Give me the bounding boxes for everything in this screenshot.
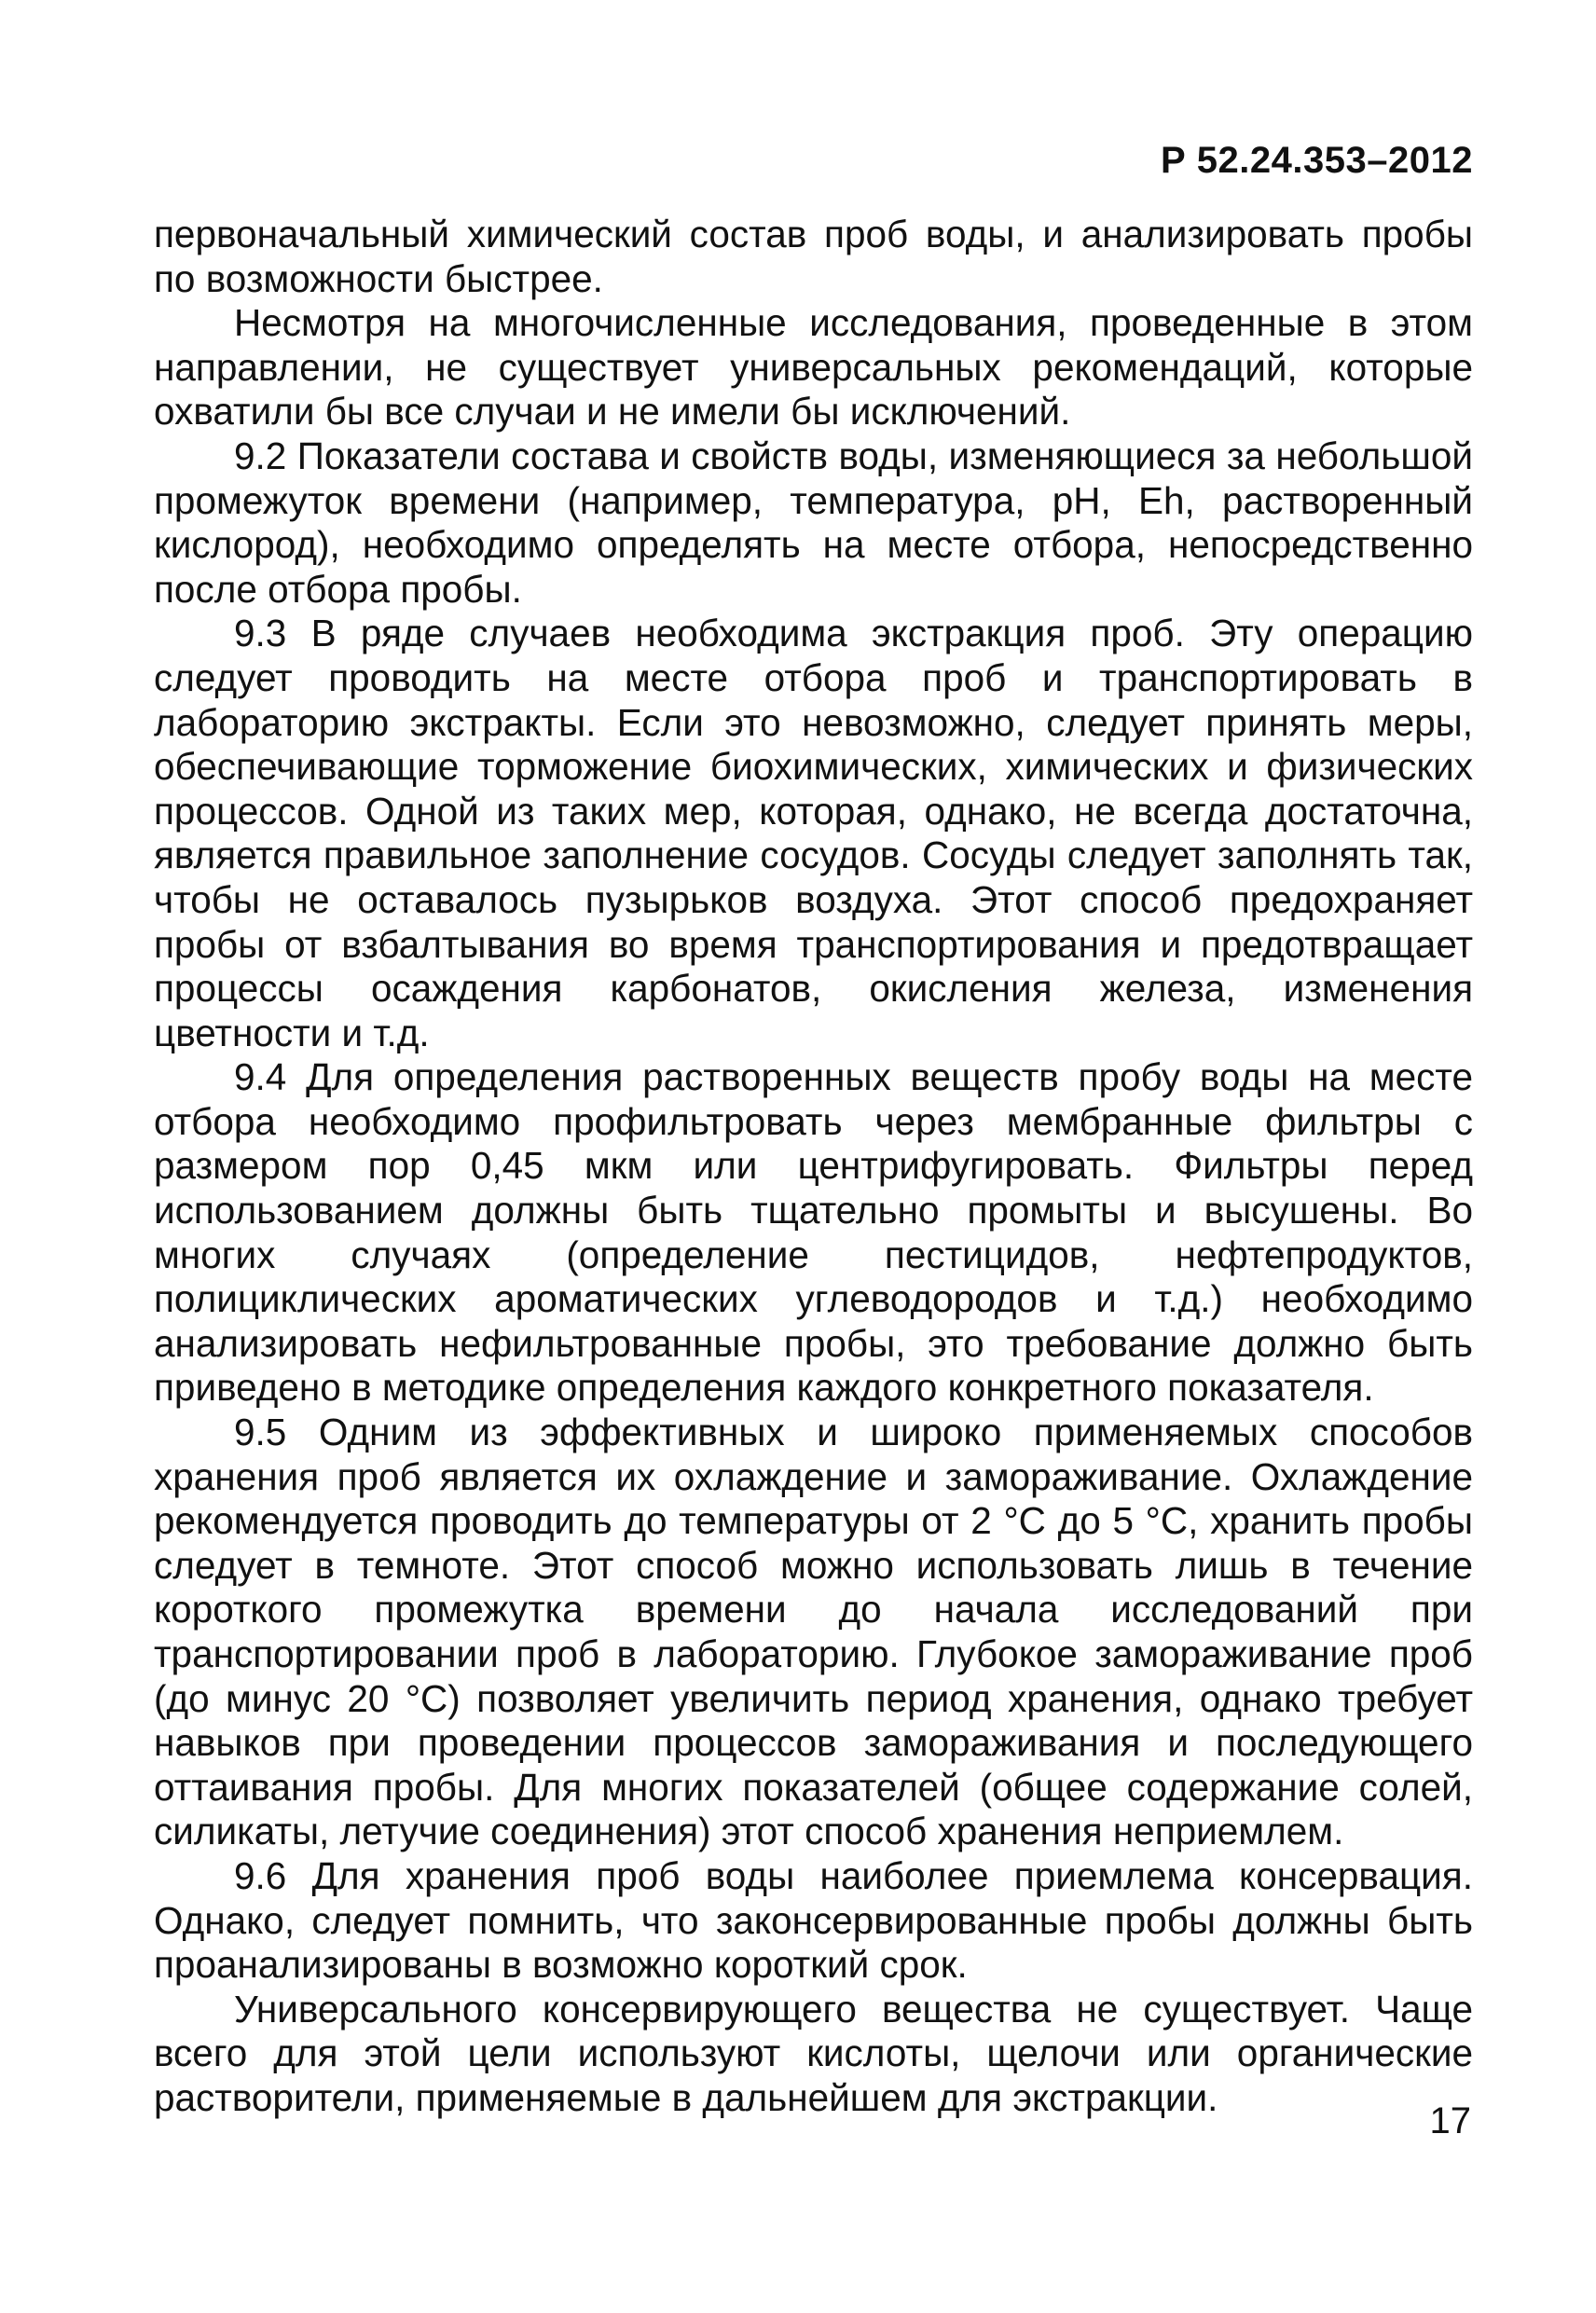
paragraph-9-4: 9.4 Для определения растворенных веществ пробу воды на месте отбора необходимо профильтровать через мембранные фильтры с размером пор 0,45 мкм или центрифугировать. Фильтры перед использованием должны быть тщательно промыты и высушены. Во многих случаях (определение пестицидов, нефтепродуктов, полициклических ароматических углеводородов и т.д.) необходимо анализировать нефильтрованные пробы, это требование должно быть приведено в методике определения каждого конкретного показателя.	[154, 1055, 1473, 1410]
paragraph-preservatives: Универсального консервирующего вещества не существует. Чаще всего для этой цели используют кислоты, щелочи или органические растворители, применяемые в дальнейшем для экстракции.	[154, 1987, 1473, 2119]
paragraph-9-6: 9.6 Для хранения проб воды наиболее приемлема консервация. Однако, следует помнить, что законсервированные пробы должны быть проанализированы в возможно короткий срок.	[154, 1853, 1473, 1987]
paragraph-continuation: первоначальный химический состав проб воды, и анализировать пробы по возможности быстрее.	[154, 213, 1473, 300]
body-text	[154, 213, 1473, 2121]
paragraph-9-5: 9.5 Одним из эффективных и широко применяемых способов хранения проб является их охлаждение и замораживание. Охлаждение рекомендуется проводить до температуры от 2 °С до 5 °С, хранить пробы следует в темноте. Этот способ можно использовать лишь в течение короткого промежутка времени до начала исследований при транспортировании проб в лабораторию. Глубокое замораживание проб (до минус 20 °С) позволяет увеличить период хранения, однако требует навыков при проведении процессов замораживания и последующего оттаивания пробы. Для многих показателей (общее содержание солей, силикаты, летучие соединения) этот способ хранения неприемлем.	[154, 1411, 1473, 1853]
paragraph-9-2: 9.2 Показатели состава и свойств воды, изменяющиеся за небольшой промежуток времени (например, температура, pH, Eh, растворенный кислород), необходимо определять на месте отбора, непосредственно после отбора пробы.	[154, 434, 1473, 611]
paragraph-9-3: 9.3 В ряде случаев необходима экстракция проб. Эту операцию следует проводить на месте отбора проб и транспортировать в лабораторию экстракты. Если это невозможно, следует принять меры, обеспечивающие торможение биохимических, химических и физических процессов. Одной из таких мер, которая, однако, не всегда достаточна, является правильное заполнение сосудов. Сосуды следует заполнять так, чтобы не оставалось пузырьков воздуха. Этот способ предохраняет пробы от взбалтывания во время транспортирования и предотвращает процессы осаждения карбонатов, окисления железа, изменения цветности и т.д.	[154, 612, 1473, 1054]
document-code: Р 52.24.353–2012	[1161, 140, 1473, 181]
paragraph-research-note: Несмотря на многочисленные исследования, проведенные в этом направлении, не существует универсальных рекомендаций, которые охватили бы все случаи и не имели бы исключений.	[154, 301, 1473, 434]
page-number: 17	[1429, 2100, 1471, 2141]
